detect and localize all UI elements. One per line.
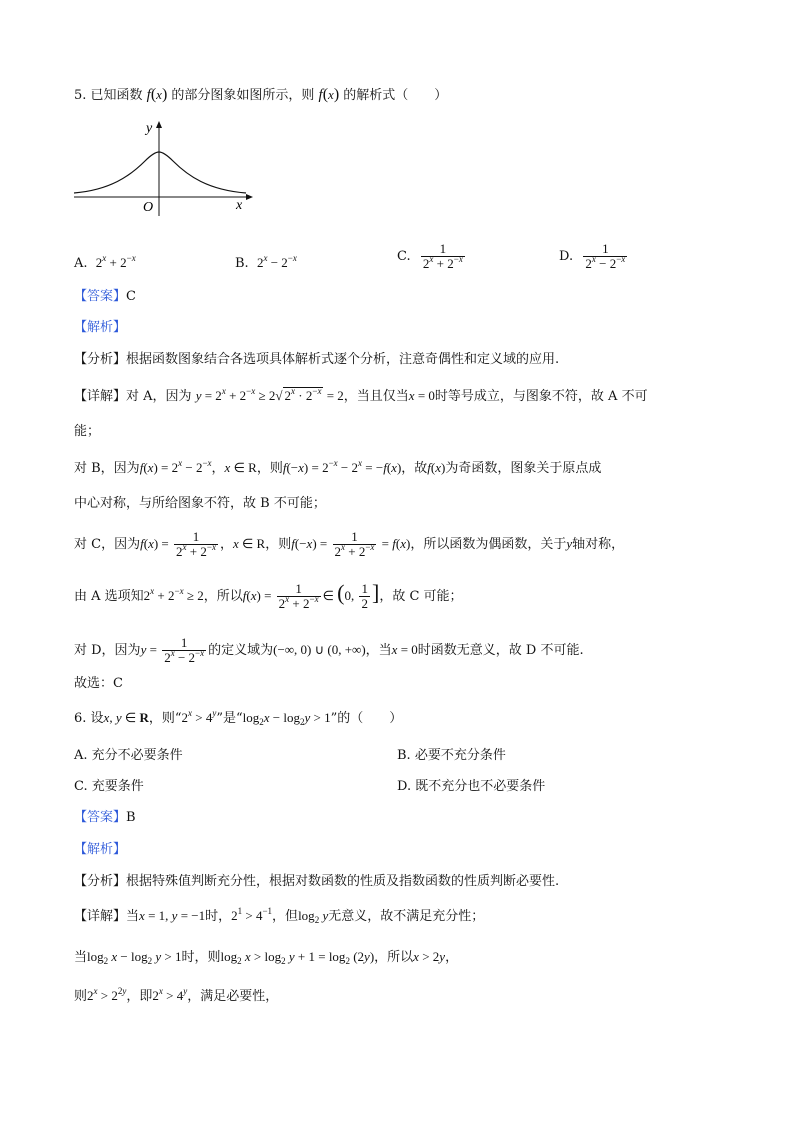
q5-detail-b-cont: 中心对称，与所给图象不符，故 B 不可能； — [74, 496, 326, 511]
q6-fenxi: 【分析】根据特殊值判断充分性，根据对数函数的性质及指数函数的性质判断必要性. — [74, 874, 560, 889]
q5-option-c: C. $\frac{1}{2^x + 2^{-x}}$ — [397, 241, 463, 271]
q5-option-b: B. $2^x - 2^{-x}$ — [235, 253, 297, 271]
q5-answer: 【答案】C — [74, 289, 136, 304]
q5-option-a: A. $2^x + 2^{-x}$ — [74, 253, 136, 271]
q6-stem: 6. 设x, y ∈ R，则“$2^x > 4^y$”是“$\log_2x - \log_2y > 1$”的（ ） — [74, 708, 403, 727]
fx-expression: f — [146, 87, 151, 103]
q5-fenxi: 【分析】根据函数图象结合各选项具体解析式逐个分析，注意奇偶性和定义域的应用. — [74, 352, 560, 367]
q5-detail-c-cont: 由 A 选项知$2^x + 2^{-x} \ge 2$，所以f(x) = $\frac{1}{2^x + 2^{-x}}$ ∈ (0, $\frac{1}{2}$ ]，故 C 可能； — [74, 580, 463, 611]
x-axis-label: x — [236, 198, 243, 213]
q5-option-d: D. $\frac{1}{2^x - 2^{-x}}$ — [559, 241, 626, 271]
q6-detail-1: 【详解】当x = 1, y = −1时，$2^1 > 4^{-1}$，但$\log_2 y$无意义，故不满足充分性； — [74, 906, 485, 925]
q6-answer: 【答案】B — [74, 810, 136, 825]
q5-choose: 故选：C — [74, 676, 123, 691]
q5-analysis-heading: 【解析】 — [74, 320, 127, 335]
q6-option-b: B. 必要不充分条件 — [397, 748, 506, 763]
q6-detail-2: 当$\log_2 x - \log_2 y > 1$时，则$\log_2 x > \log_2 y + 1 = \log_2 (2y)$，所以x > 2y， — [74, 949, 459, 966]
origin-label: O — [143, 200, 154, 215]
x-axis-arrow-icon — [246, 194, 253, 200]
y-axis-label: y — [146, 121, 153, 136]
function-graph — [70, 118, 260, 218]
q5-detail-a-cont: 能； — [74, 424, 101, 439]
q5-detail-d: 对 D，因为y = $\frac{1}{2^x - 2^{-x}}$ 的定义域为(−∞, 0) ∪ (0, +∞)，当x = 0时函数无意义，故 D 不可能. — [74, 635, 584, 665]
q6-analysis-heading: 【解析】 — [74, 842, 127, 857]
q5-detail-a: 【详解】对 A，因为 $y = 2^x + 2^{-x} \ge 2√$ $2^x \cdot 2^{-x} = 2$，当且仅当x = 0时等号成立，与图象不符，故 A 不可 — [74, 386, 648, 404]
bell-curve — [74, 152, 246, 193]
q5-detail-b: 对 B，因为$f(x) = 2^x - 2^{-x}$，x ∈ R，则$f(-x) = 2^{-x} - 2^x = -f(x)$，故f(x)为奇函数，图象关于原点成 — [74, 458, 602, 476]
q6-detail-3: 则$2^x > 2^{2y}$，即$2^x > 4^y$，满足必要性， — [74, 986, 279, 1004]
q5-detail-c: 对 C，因为f(x) = $\frac{1}{2^x + 2^{-x}}$ ，x ∈ R，则f(−x) = $\frac{1}{2^x + 2^{-x}}$ = f(x)，所以函数为偶函数，关于y轴对称， — [74, 529, 625, 559]
q5-stem: 5. 已知函数 f(x) 的部分图象如图所示，则 f(x) 的解析式（ ） — [74, 86, 448, 103]
q6-option-c: C. 充要条件 — [74, 779, 144, 794]
q6-option-a: A. 充分不必要条件 — [74, 748, 183, 763]
y-axis-arrow-icon — [156, 121, 162, 128]
q6-option-d: D. 既不充分也不必要条件 — [397, 779, 546, 794]
